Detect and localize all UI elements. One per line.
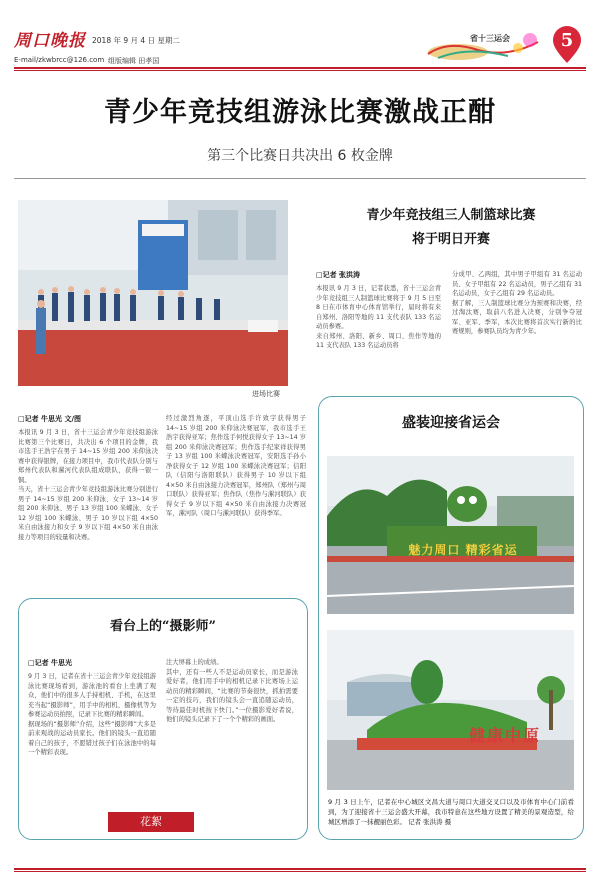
swimming-photo-caption: 进场比赛 <box>252 390 280 398</box>
games-label: 省十三运会 <box>470 34 510 43</box>
swimming-article-col2: 经过激烈角逐，平顶山选手许致宇获得男子 14~15 岁组 200 米仰泳决赛冠军，我市选手王浩宇获得亚军；焦作选手何悦获得女子 13~14 岁组 200 米仰泳决赛冠军；焦作选手纪家祥获得男子 13 岁组 100 米蝶泳决赛冠军，安阳选手孙小净获得女子 12 岁组 100 米蝶泳决赛冠军；信阳队（信阳与洛阳联队）获得男子 10 岁以下组 4×50 米自由泳接力决赛冠军，郑州队（郑州与周口联队）获得亚军；焦作队（焦作与漯河联队）获得女子 9 岁以下组 4×50 米自由泳接力决赛冠军，漯河队（周口与漯河联队）获得季军。 <box>166 415 306 517</box>
issue-date: 2018 年 9 月 4 日 星期二 <box>92 36 180 45</box>
header-divider <box>14 67 586 69</box>
main-headline: 青少年竞技组游泳比赛激战正酣 <box>104 97 496 128</box>
photographer-title: 看台上的“摄影师” <box>110 619 216 634</box>
basketball-article-col2: 分成甲、乙两组，其中男子甲组有 31 名运动员、女子甲组有 22 名运动员，男子乙组有 31 名运动员，女子乙组有 29 名运动员。 据了解，三人制篮球比赛分为预赛和决赛，经过淘汰赛，取前八名进入决赛，分别争夺冠军、亚军、季军，本次比赛将首次实行新的比赛规则，参赛队员均为青少年。 <box>452 271 582 335</box>
basketball-title-line1: 青少年竞技组三人制篮球比赛 <box>366 208 536 223</box>
basketball-title-line2: 将于明日开赛 <box>411 232 490 247</box>
swimming-article-col1: 本报讯 9 月 3 日，省十三运会青少年竞技组游泳比赛第三个比赛日，共决出 6 个项目的金牌，我市选手王浩宇在男子 14~15 岁组 200 米仰泳决赛中获得银牌，在接力项目中，我市代表队分别与郑州代表队和漯河代表队组成联队，获得一银一铜。 当天，省十三运会青少年竞技组游泳比赛分别进行男子 14~15 岁组 200 米仰泳、女子 13~14 岁组 200 米仰泳、男子 13 岁组 100 米蝶泳、女子 12 岁组 100 米蝶泳、男子 10 岁以下组 4×50 米自由泳接力和女子 9 岁以下组 4×50 米自由泳接力等项目的较量和决赛。 <box>18 429 158 541</box>
header-divider-thin <box>14 70 586 71</box>
masthead: 周口晚报 <box>14 31 86 51</box>
email-address[interactable]: E-mail/zkwbrcc@126.com <box>14 56 105 64</box>
editor-credit: 组版编辑 田孝国 <box>108 57 160 65</box>
main-subheadline: 第三个比赛日共决出 6 枚金牌 <box>207 148 393 164</box>
photographer-article-col2: 注大屏幕上的成绩。 其中，还有一些人不是运动员家长，而是游泳爱好者，他们用手中的相机记录下比赛场上运动员的精彩瞬间，“比赛的节奏很快，抓拍需要一定的技巧，我们的镜头会一直追随运动员，等待最佳时机按下快门。”一位摄影爱好者说，他们的镜头记录下了一个个精彩的画面。 <box>166 659 298 723</box>
basketball-article-col1: 本报讯 9 月 3 日，记者获悉，省十三运会青少年竞技组三人制篮球比赛将于 9 月 5 日至 8 日在市体育中心体育馆举行，届时将有来自郑州、洛阳等地的 11 支代表队 133 名运动员参赛。 来自郑州、洛阳、新乡、周口、焦作等地的 11 支代表队 133 名运动员将 <box>316 285 441 349</box>
photographer-byline: □记者 牛思光 <box>28 659 73 667</box>
headline-divider <box>14 178 586 179</box>
footer-divider <box>14 868 586 870</box>
flower-display-photo <box>327 630 574 790</box>
sign-sculpture-photo <box>327 456 574 614</box>
basketball-byline: □记者 张洪涛 <box>316 271 361 279</box>
photographer-article-col1: 9 月 3 日，记者在省十三运会青少年竞技组游泳比赛现场看到，游泳池的看台上坐满了观众，他们中的很多人手持相机、手机，在这里充当起“摄影师”，用手中的相机、摄像机等为参赛运动员拍照，记录下比赛的精彩瞬间。 据现场的“摄影师”介绍，这些“摄影师”大多是前来观战的运动员家长。他们的镜头一直追随着自己的孩子，不愿错过孩子们在泳池中的每一个精彩表现。 <box>28 673 156 756</box>
page-number: 5 <box>560 30 574 51</box>
swimming-photo <box>18 200 288 386</box>
swimming-byline: □记者 牛思光 文/图 <box>18 415 82 423</box>
tidbits-tag[interactable]: 花絮 <box>108 812 194 832</box>
welcome-caption: 9 月 3 日上午，记者在中心城区文昌大道与周口大道交叉口以及市体育中心门前看到，为了迎接省十三运会盛大开幕，我市特意在这些地方设置了精美的景观造型，给城区增添了一抹靓丽色彩。 记者 张洪涛 摄 <box>328 798 574 826</box>
welcome-title: 盛装迎接省运会 <box>402 415 500 431</box>
sign-sculpture-text: 魅力周口 精彩省运 <box>408 543 518 557</box>
flower-display-text: 健康中原 <box>468 726 541 745</box>
footer-divider-thin <box>14 871 586 872</box>
